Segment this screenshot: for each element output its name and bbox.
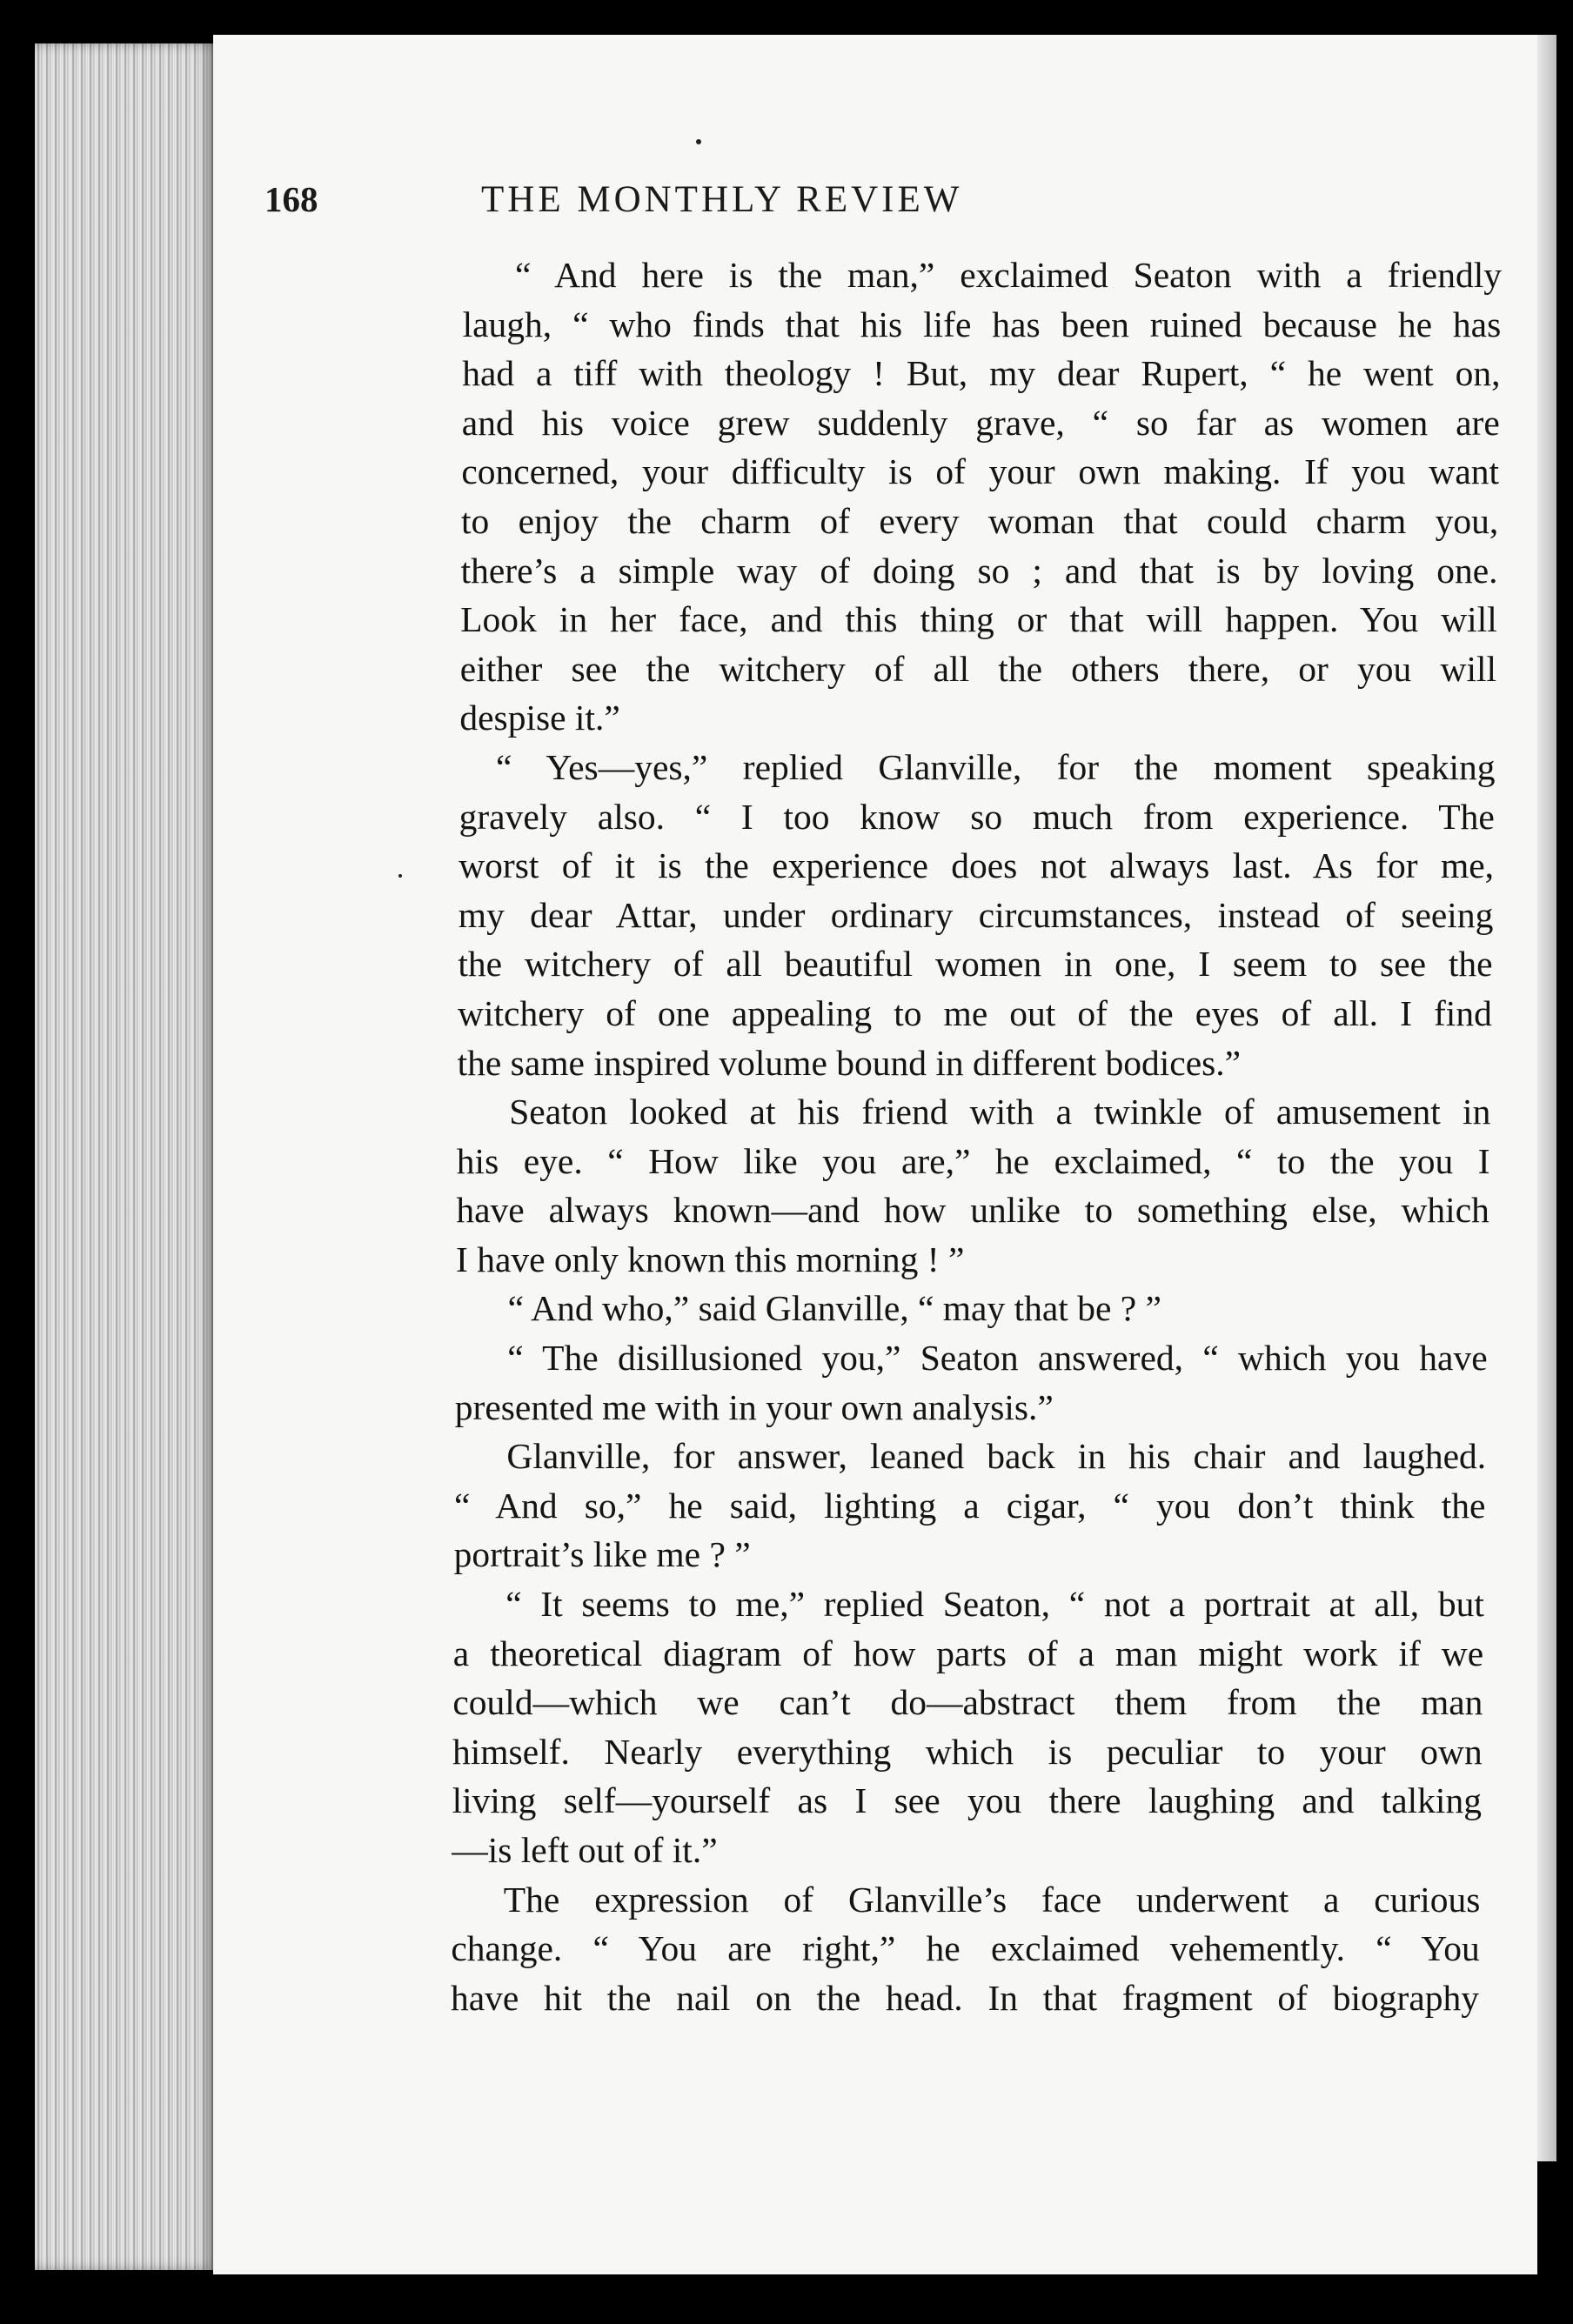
text-line: his eye. “ How like you are,” he exclaimed, “ to the you I xyxy=(456,1140,1490,1181)
text-line: “ It seems to me,” replied Seaton, “ not a portrait at all, but xyxy=(505,1584,1484,1625)
text-line: gravely also. “ I too know so much from experience. The xyxy=(459,796,1495,837)
right-page-edge xyxy=(1537,35,1556,2161)
text-line: could—which we can’t do—abstract them from the man xyxy=(452,1682,1483,1723)
text-line: presented me with in your own analysis.” xyxy=(454,1386,1054,1427)
text-line: had a tiff with theology ! But, my dear Rupert, “ he went on, xyxy=(462,353,1501,394)
text-line: concerned, your difficulty is of your own making. If you want xyxy=(461,451,1500,492)
text-line: a theoretical diagram of how parts of a man might work if we xyxy=(452,1633,1484,1673)
text-line: Glanville, for answer, leaned back in his chair and laughed. xyxy=(506,1436,1487,1477)
text-line: have hit the nail on the head. In that fragment of biography xyxy=(451,1977,1479,2018)
text-line: “ And who,” said Glanville, “ may that be ? ” xyxy=(507,1288,1161,1329)
text-line: have always known—and how unlike to something else, which xyxy=(456,1190,1489,1231)
text-line: my dear Attar, under ordinary circumstances, instead of seeing xyxy=(458,894,1494,935)
text-line: living self—yourself as I see you there laughing and talking xyxy=(452,1780,1482,1821)
page-header xyxy=(264,178,1291,230)
text-line: Look in her face, and this thing or that will happen. You will xyxy=(460,599,1497,640)
body-text xyxy=(0,250,1502,2022)
text-line: Seaton looked at his friend with a twinkle of amusement in xyxy=(509,1092,1491,1132)
text-line: there’s a simple way of doing so ; and that is by loving one. xyxy=(460,550,1498,591)
text-line: “ Yes—yes,” replied Glanville, for the moment speaking xyxy=(496,746,1496,787)
text-line: and his voice grew suddenly grave, “ so far as women are xyxy=(461,402,1500,443)
text-line: either see the witchery of all the others there, or you will xyxy=(459,648,1497,689)
text-line: to enjoy the charm of every woman that could charm you, xyxy=(461,500,1499,541)
text-line: change. “ You are right,” he exclaimed vehemently. “ You xyxy=(451,1928,1480,1969)
text-line: The expression of Glanville’s face underwent a curious xyxy=(503,1879,1481,1920)
text-line: portrait’s like me ? ” xyxy=(453,1534,751,1575)
text-line: I have only known this morning ! ” xyxy=(456,1239,965,1279)
text-line: the same inspired volume bound in different bodices.” xyxy=(457,1042,1242,1083)
text-line: “ And here is the man,” exclaimed Seaton with a friendly xyxy=(515,255,1502,295)
text-line: “ The disillusioned you,” Seaton answered, “ which you have xyxy=(507,1338,1488,1379)
ink-speck xyxy=(696,139,701,144)
running-title: THE MONTHLY REVIEW xyxy=(481,179,963,220)
text-line: worst of it is the experience does not always last. As for me, xyxy=(459,845,1495,886)
text-line: himself. Nearly everything which is peculiar to your own xyxy=(452,1731,1483,1772)
text-line: witchery of one appealing to me out of the eyes of all. I find xyxy=(458,992,1492,1033)
text-line: “ And so,” he said, lighting a cigar, “ you don’t think the xyxy=(454,1485,1486,1526)
text-line: the witchery of all beautiful women in one, I seem to see the xyxy=(458,944,1493,985)
text-line: —is left out of it.” xyxy=(452,1830,718,1870)
text-line: despise it.” xyxy=(459,698,620,738)
text-line: laugh, “ who finds that his life has been ruined because he has xyxy=(462,304,1502,344)
page-number: 168 xyxy=(264,179,318,219)
